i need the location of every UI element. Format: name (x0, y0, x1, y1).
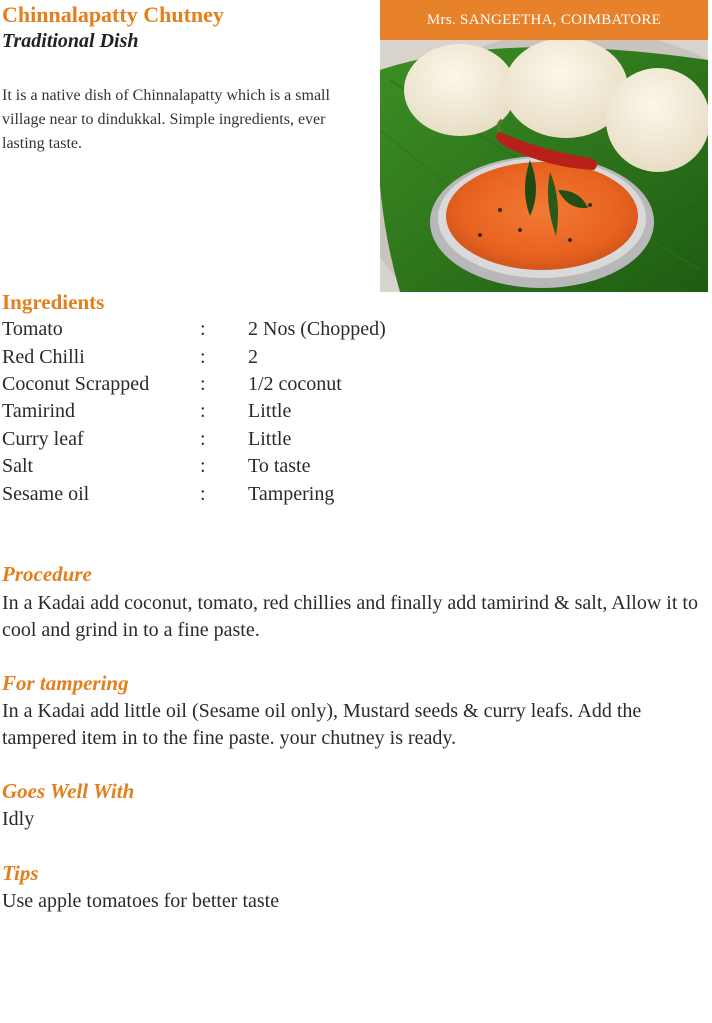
ingredient-row (2, 371, 548, 398)
chutney-idly-image (380, 40, 708, 292)
ingredient-quantity: 2 (248, 345, 258, 368)
ingredient-separator: : (200, 318, 206, 341)
ingredients-table (2, 316, 548, 508)
ingredient-name: Tomato (2, 318, 63, 341)
ingredient-separator: : (200, 345, 206, 368)
tampering-text: In a Kadai add little oil (Sesame oil only), Mustard seeds & curry leafs. Add the tampered item in to the fine paste. your chutney is ready. (2, 700, 642, 749)
ingredient-row (2, 453, 548, 480)
ingredient-separator: : (200, 372, 206, 395)
ingredient-name: Coconut Scrapped (2, 372, 150, 395)
ingredient-separator: : (200, 400, 206, 423)
ingredient-quantity: 2 Nos (Chopped) (248, 318, 386, 341)
ingredient-quantity: Tampering (248, 482, 335, 505)
ingredients-heading: Ingredients (2, 290, 105, 314)
ingredient-row (2, 398, 548, 425)
goes-well-heading: Goes Well With (2, 779, 135, 803)
ingredient-row (2, 426, 548, 453)
goes-well-text: Idly (2, 808, 35, 830)
recipe-title: Chinnalapatty Chutney (2, 2, 224, 27)
tips-heading: Tips (2, 861, 39, 885)
ingredient-separator: : (200, 455, 206, 478)
ingredient-name: Curry leaf (2, 427, 84, 450)
procedure-text: In a Kadai add coconut, tomato, red chillies and finally add tamirind & salt, Allow it to cool and grind in to a fine paste. (2, 592, 698, 641)
ingredient-separator: : (200, 427, 206, 450)
ingredient-quantity: Little (248, 427, 292, 450)
ingredient-row (2, 343, 548, 370)
recipe-photo (380, 40, 708, 292)
ingredient-quantity: 1/2 coconut (248, 372, 342, 395)
author-banner: Mrs. SANGEETHA, COIMBATORE (380, 0, 708, 40)
recipe-subtitle: Traditional Dish (2, 30, 139, 52)
ingredient-name: Salt (2, 455, 34, 478)
ingredient-row (2, 480, 548, 507)
ingredient-name: Tamirind (2, 400, 76, 423)
procedure-heading: Procedure (2, 562, 92, 586)
ingredient-name: Red Chilli (2, 345, 85, 368)
recipe-intro: It is a native dish of Chinnalapatty which is a small village near to dindukkal. Simple ingredients, ever lasting taste. (2, 87, 330, 152)
ingredient-separator: : (200, 482, 206, 505)
tips-text: Use apple tomatoes for better taste (2, 890, 280, 912)
tampering-heading: For tampering (2, 671, 129, 695)
ingredient-name: Sesame oil (2, 482, 90, 505)
ingredient-quantity: Little (248, 400, 292, 423)
ingredient-row (2, 316, 548, 343)
ingredient-quantity: To taste (248, 455, 311, 478)
